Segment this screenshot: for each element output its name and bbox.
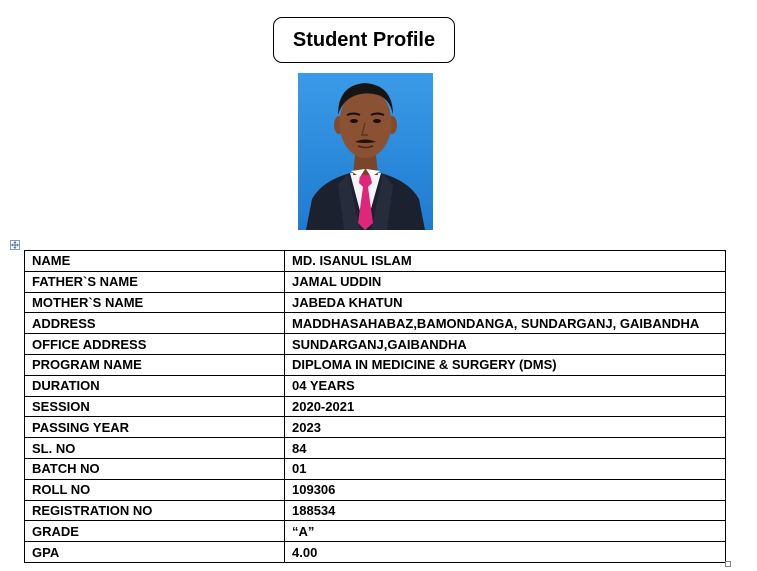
table-move-handle[interactable]: [10, 240, 20, 250]
table-row: [25, 458, 726, 479]
row-value[interactable]: 84: [285, 438, 726, 459]
row-value[interactable]: 04 YEARS: [285, 375, 726, 396]
row-label[interactable]: ROLL NO: [25, 479, 285, 500]
row-label[interactable]: SL. NO: [25, 438, 285, 459]
row-label[interactable]: OFFICE ADDRESS: [25, 334, 285, 355]
row-label[interactable]: PROGRAM NAME: [25, 354, 285, 375]
move-arrows-icon: [11, 241, 19, 249]
page-title: Student Profile: [292, 28, 436, 51]
table-row: [25, 479, 726, 500]
page-title-box: [273, 17, 455, 63]
row-label[interactable]: ADDRESS: [25, 313, 285, 334]
table-row: [25, 251, 726, 272]
row-label[interactable]: SESSION: [25, 396, 285, 417]
row-label[interactable]: BATCH NO: [25, 458, 285, 479]
row-label[interactable]: REGISTRATION NO: [25, 500, 285, 521]
table-row: [25, 313, 726, 334]
row-value[interactable]: JABEDA KHATUN: [285, 292, 726, 313]
row-label[interactable]: MOTHER`S NAME: [25, 292, 285, 313]
table-row: [25, 375, 726, 396]
row-value[interactable]: 4.00: [285, 542, 726, 563]
table-row: [25, 417, 726, 438]
table-row: [25, 521, 726, 542]
row-value[interactable]: SUNDARGANJ,GAIBANDHA: [285, 334, 726, 355]
table-row: [25, 271, 726, 292]
table-row: [25, 292, 726, 313]
row-label[interactable]: GRADE: [25, 521, 285, 542]
table-row: [25, 500, 726, 521]
row-label[interactable]: PASSING YEAR: [25, 417, 285, 438]
row-value[interactable]: “A”: [285, 521, 726, 542]
row-label[interactable]: DURATION: [25, 375, 285, 396]
profile-table: [24, 250, 726, 563]
row-value[interactable]: 109306: [285, 479, 726, 500]
row-label[interactable]: GPA: [25, 542, 285, 563]
row-value[interactable]: JAMAL UDDIN: [285, 271, 726, 292]
table-row: [25, 354, 726, 375]
table-row: [25, 396, 726, 417]
row-value[interactable]: 01: [285, 458, 726, 479]
row-label[interactable]: FATHER`S NAME: [25, 271, 285, 292]
row-value[interactable]: MD. ISANUL ISLAM: [285, 251, 726, 272]
table-row: [25, 334, 726, 355]
table-row: [25, 542, 726, 563]
row-value[interactable]: 2023: [285, 417, 726, 438]
table-resize-handle[interactable]: [725, 561, 731, 567]
row-label[interactable]: NAME: [25, 251, 285, 272]
row-value[interactable]: DIPLOMA IN MEDICINE & SURGERY (DMS): [285, 354, 726, 375]
table-row: [25, 438, 726, 459]
row-value[interactable]: 188534: [285, 500, 726, 521]
row-value[interactable]: MADDHASAHABAZ,BAMONDANGA, SUNDARGANJ, GAIBANDHA: [285, 313, 726, 334]
row-value[interactable]: 2020-2021: [285, 396, 726, 417]
student-photo: [298, 73, 433, 230]
